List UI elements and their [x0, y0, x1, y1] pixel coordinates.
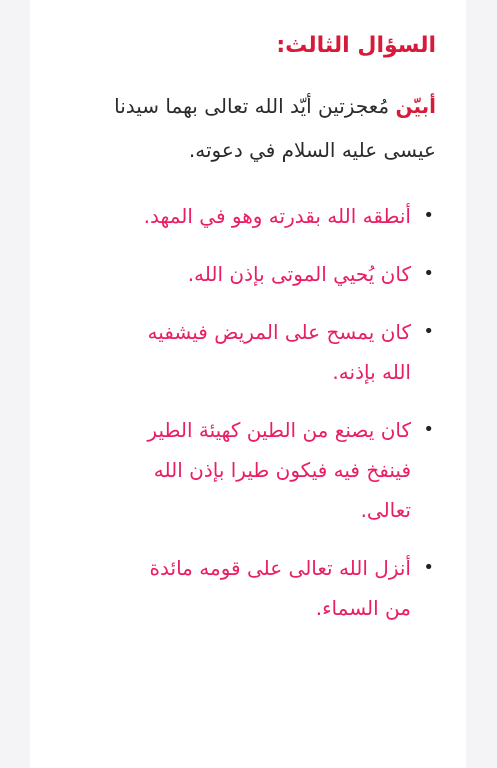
- list-item: [131, 548, 436, 628]
- answer-text: أنطقه الله بقدرته وهو في المهد.: [143, 204, 411, 228]
- answer-text: كان يصنع من الطين كهيئة الطير فينفخ فيه فيكون طيرا بإذن الله تعالى.: [147, 418, 411, 522]
- list-item: [131, 410, 436, 530]
- list-item: [131, 254, 436, 294]
- bullet-icon: •: [423, 263, 434, 284]
- bullet-icon: •: [423, 321, 434, 342]
- question-body: مُعجزتين أيّد الله تعالى بهما سيدنا عيسى عليه السلام في دعوته.: [114, 94, 436, 162]
- question-text: [91, 84, 436, 172]
- content-card: [30, 0, 466, 768]
- answer-text: كان يُحيي الموتى بإذن الله.: [187, 262, 411, 286]
- answer-text: كان يمسح على المريض فيشفيه الله بإذنه.: [147, 320, 411, 384]
- question-emphasis-word: أبيّن: [395, 94, 436, 118]
- answer-text: أنزل الله تعالى على قومه مائدة من السماء.: [149, 556, 411, 620]
- bullet-icon: •: [423, 557, 434, 578]
- question-heading: السؤال الثالث:: [276, 33, 436, 58]
- answers-list: [70, 196, 436, 628]
- list-item: [131, 196, 436, 236]
- bullet-icon: •: [423, 205, 434, 226]
- bullet-icon: •: [423, 419, 434, 440]
- list-item: [131, 312, 436, 392]
